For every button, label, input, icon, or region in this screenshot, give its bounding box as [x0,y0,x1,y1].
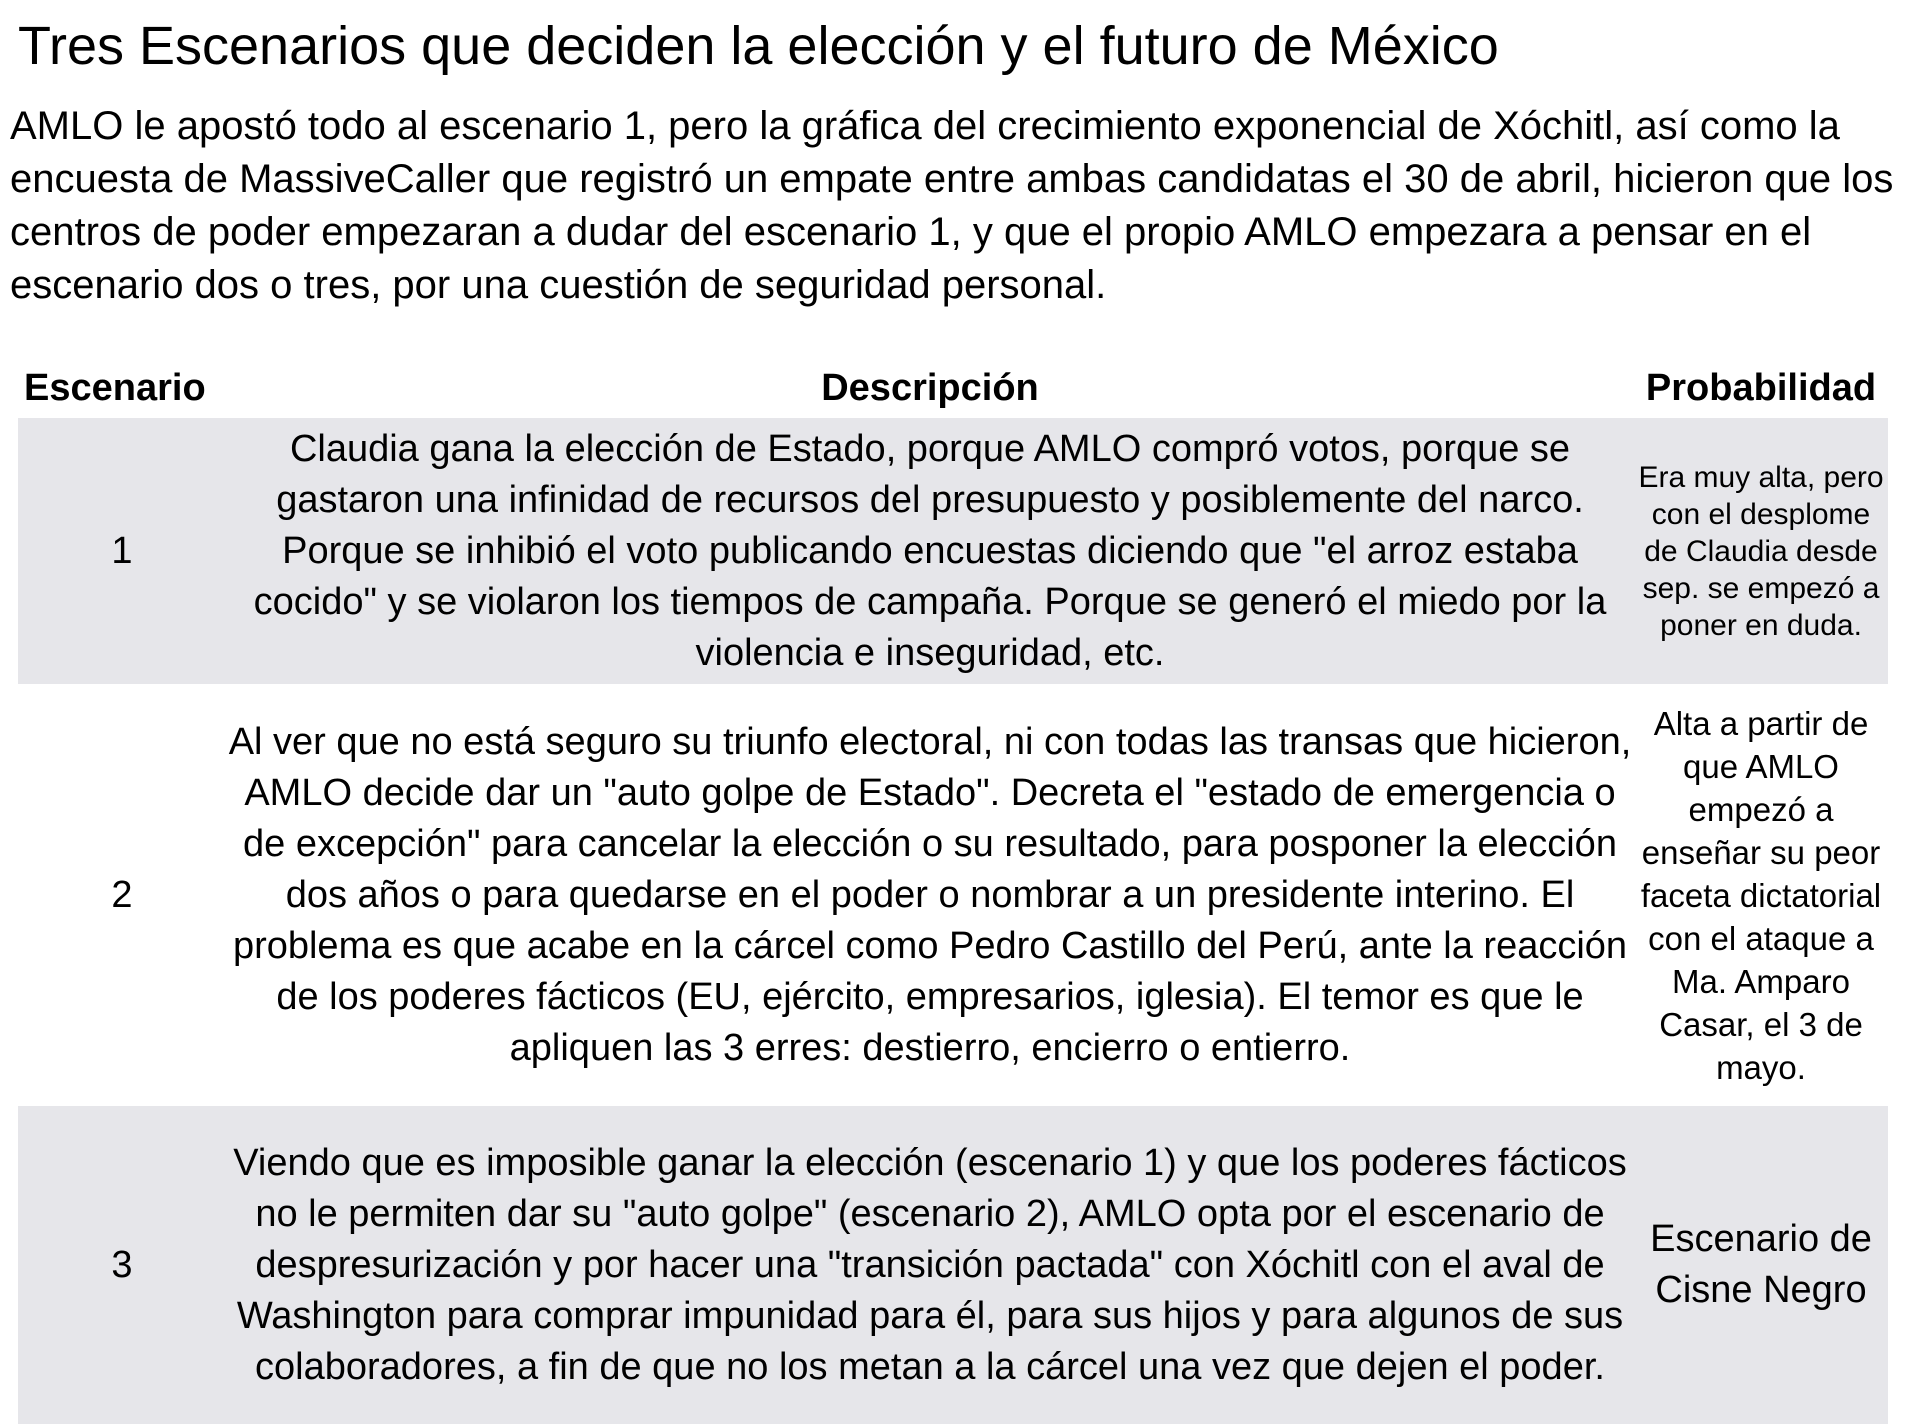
header-probabilidad: Probabilidad [1645,366,1877,409]
header-descripcion: Descripción [821,366,1039,409]
escenario-description: Viendo que es imposible ganar la elección (escenario 1) y que los poderes fácticos no le permiten dar su "auto golpe" (escenario 2), AMLO opta por el escenario de despresurización y por hacer una "transición pactada" con Xóchitl con el aval de Washington para comprar impunidad para él, para sus hijos y para algunos de sus colaboradores, a fin de que no los metan a la cárcel una vez que dejen el poder. [226,1106,1634,1424]
intro-paragraph: AMLO le apostó todo al escenario 1, pero la gráfica del crecimiento exponencial de Xóchitl, así como la encuesta de MassiveCaller que registró un empate entre ambas candidatas el 30 de abril, hicieron que los centros de poder empezaran a dudar del escenario 1, y que el propio AMLO empezara a pensar en el escenario dos o tres, por una cuestión de seguridad personal. [10,104,1894,307]
table-row [18,684,1888,1106]
table-row [18,418,1888,684]
escenario-description: Claudia gana la elección de Estado, porque AMLO compró votos, porque se gastaron una infinidad de recursos del presupuesto y posiblemente del narco. Porque se inhibió el voto publicando encuestas diciendo que "el arroz estaba cocido" y se violaron los tiempos de campaña. Porque se generó el miedo por la violencia e inseguridad, etc. [226,418,1634,684]
escenario-probability: Era muy alta, pero con el desplome de Claudia desde sep. se empezó a poner en duda. [1634,418,1888,684]
escenario-description: Al ver que no está seguro su triunfo electoral, ni con todas las transas que hicieron, AMLO decide dar un "auto golpe de Estado". Decreta el "estado de emergencia o de excepción" para cancelar la elección o su resultado, para posponer la elección dos años o para quedarse en el poder o nombrar a un presidente interino. El problema es que acabe en la cárcel como Pedro Castillo del Perú, ante la reacción de los poderes fácticos (EU, ejército, empresarios, iglesia). El temor es que le apliquen las 3 erres: destierro, encierro o entierro. [226,684,1634,1106]
escenario-number: 1 [18,418,226,684]
header-escenario: Escenario [24,366,206,409]
scenarios-table [18,358,1888,1424]
escenario-number: 2 [18,684,226,1106]
escenario-probability: Alta a partir de que AMLO empezó a enseñar su peor faceta dictatorial con el ataque a Ma. Amparo Casar, el 3 de mayo. [1634,684,1888,1106]
escenario-probability: Escenario de Cisne Negro [1634,1106,1888,1424]
table-row [18,1106,1888,1424]
escenario-number: 3 [18,1106,226,1424]
page-title: Tres Escenarios que deciden la elección y el futuro de México [18,16,1499,76]
table-header-row [18,358,1888,418]
